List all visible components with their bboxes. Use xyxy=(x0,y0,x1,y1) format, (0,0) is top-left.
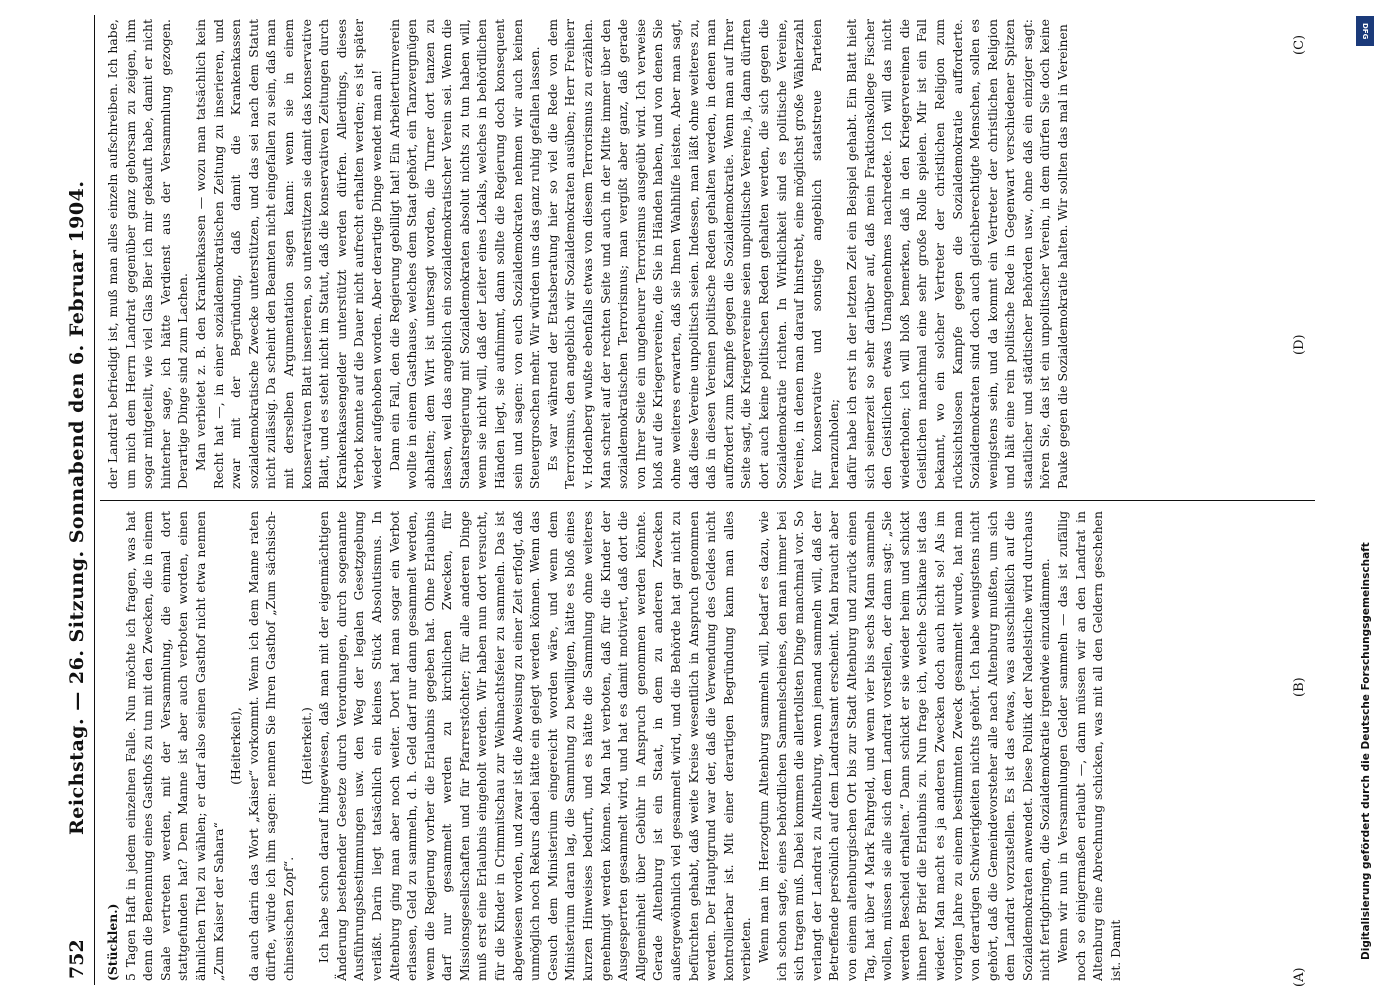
running-title: Reichstag. — 26. Sitzung. Sonnabend den 6. Februar 1904. xyxy=(66,180,88,835)
column-divider xyxy=(100,500,1315,501)
margin-marker-c: (C) xyxy=(1292,34,1307,55)
rotated-page-content xyxy=(60,15,1320,985)
left-column xyxy=(104,511,1314,981)
left-paragraph: Ich habe schon darauf hingewiesen, daß man mit der eigenmächtigen Änderung bestehender Gesetze durch Verordnungen, durch sogenannte Ausführungsbestimmungen usw. den Weg der legalen Gesetzgebung verläßt. Darin liegt tatsächlich ein kleines Stück Absolutismus. In Altenburg ging man aber noch weiter. Dort hat man sogar ein Verbot erlassen, Geld zu sammeln, d. h. Geld darf nur dann gesammelt werden, wenn die Regierung vorher die Erlaubnis gegeben hat. Ohne Erlaubnis darf nur gesammelt werden zu kirchlichen Zwecken, für Missionsgesellschaften und für Pfarrerstöchter; für alle anderen Dinge muß erst eine Erlaubnis eingeholt werden. Wir haben nun dort versucht, für die Kinder in Crimmitschau zur Weihnachtsfeier zu sammeln. Das ist abgewiesen worden, und zwar ist die Abweisung zu einer Zeit erfolgt, daß unmöglich noch Rekurs dabei hätte ein gelegt werden können. Wenn das Gesuch dem Ministerium eingereicht worden wäre, und wenn dem Ministerium daran lag, die Sammlung zu bewilligen, hätte es bloß eines kurzen Hinweises bedurft, und es hätte die Sammlung ohne weiteres genehmigt werden können. Man hat verboten, daß für die Kinder der Ausgesperrten gesammelt wird, und hat es damit motiviert, daß dort die Allgemeinheit über Gebühr in Anspruch genommen werden könnte. Gerade Altenburg ist ein Staat, in dem zu anderen Zwecken außergewöhnlich viel gesammelt wird, und die Behörde hat gar nicht zu befürchten gehabt, daß weite Kreise wesentlich in Anspruch genommen werden. Der Hauptgrund war der, daß die Verwendung des Geldes nicht kontrollierbar ist. Mit einer derartigen Begründung kann man alles verbieten. xyxy=(316,511,754,981)
left-paragraph: 5 Tagen Haft in jedem einzelnen Falle. Nun möchte ich fragen, was hat denn die Benennung eines Gasthofs zu tun mit den Zwecken, die in einem Saale vertreten werden, mit der Versammlung, die einmal dort stattgefunden hat? Dem Manne ist aber auch verboten worden, einen ähnlichen Titel zu wählen; er darf also seinen Gasthof nicht etwa nennen „Zum Kaiser der Sahara“ xyxy=(122,511,226,981)
right-paragraph: dafür habe ich erst in der letzten Zeit ein Beispiel gehabt. Ein Blatt hielt sich seinerzeit so sehr darüber auf, daß mein Fraktionskollege Fischer den Geistlichen etwas Unangenehmes nachredete. Ich will das nicht wiederholen; ich will bloß bemerken, daß in den Kriegervereinen die Geistlichen manchmal eine sehr große Rolle spielen. Mir ist ein Fall bekannt, wo ein solcher Vertreter der christlichen Religion zum rücksichtslosen Kampfe gegen die Sozialdemokratie aufforderte. Sozialdemokraten sind doch auch gleichberechtigte Menschen, sollen es wenigstens sein, und da kommt ein Vertreter der christlichen Religion und hält eine rein politische Rede in Gegenwart verschiedener Spitzen staatlicher und städtischer Behörden usw., ohne daß ein einziger sagt: hören Sie, das ist ein unpolitischer Verein, in dem dürfen Sie doch keine Pauke gegen die Sozialdemokratie halten. Wir sollten das mal in Vereinen xyxy=(843,19,1071,489)
page-number: 752 xyxy=(66,939,88,979)
right-paragraph: Dann ein Fall, den die Regierung gebilligt hat! Ein Arbeiterturnverein wollte in einem Gasthause, welches dem Staat gehört, ein Tanzvergnügen abhalten; dem Wirt ist untersagt worden, die Turner dort tanzen zu lassen, weil das angeblich ein sozialdemokratischer Verein sei. Wenn die Staatsregierung mit Sozialdemokraten absolut nichts zu tun haben will, wenn sie nicht will, daß der Leiter eines Lokals, welches in behördlichen Händen liegt, sie aufnimmt, dann sollte die Regierung doch konsequent sein und sagen: von euch Sozialdemokraten nehmen wir auch keinen Steuergroschen mehr. Wir würden uns das ganz ruhig gefallen lassen. xyxy=(386,19,543,489)
margin-marker-a: (A) xyxy=(1292,967,1307,987)
left-paragraph: (Heiterkeit), xyxy=(228,707,244,785)
right-column xyxy=(104,19,1314,489)
margin-marker-b: (B) xyxy=(1292,677,1307,697)
left-paragraph: Wenn wir nun in Versammlungen Gelder sammeln — das ist zufällig noch so einigermaßen erlaubt —, dann müssen wir an den Landrat in Altenburg eine Abrechnung schicken, was mit all den Geldern geschehen ist. Damit xyxy=(1055,511,1123,981)
right-paragraph: Es war während der Etatsberatung hier so viel die Rede von dem Terrorismus, den angeblich wir Sozialdemokraten ausüben; Herr Freiherr v. Hodenberg wußte ebenfalls etwas von diesem Terrorismus zu erzählen. Man schreit auf der rechten Seite und auch in der Mitte immer über den sozialdemokratischen Terrorismus; man vergißt aber ganz, daß gerade von Ihrer Seite ein ungeheurer Terrorismus ausgeübt wird. Ich verweise bloß auf die Kriegervereine, die Sie in Händen haben, und von denen Sie ohne weiteres erwarten, daß sie Ihnen Wahlhilfe leisten. Aber man sagt, daß diese Vereine unpolitisch seien. Indessen, man läßt ohne weiteres zu, daß in diesen Vereinen politische Reden gehalten werden, in denen man auffordert zum Kampfe gegen die Sozialdemokratie. Wenn man auf Ihrer Seite sagt, die Kriegervereine seien unpolitische Vereine, ja, dann dürften dort auch keine politischen Reden gehalten werden, die sich gegen die Sozialdemokratie richten. In Wirklichkeit sind es politische Vereine, Vereine, in denen man darauf hinstrebt, eine möglichst große Wählerzahl für konservative und sonstige angeblich staatstreue Parteien heranzuholen; xyxy=(544,19,842,489)
digitization-credit xyxy=(1352,10,1380,985)
left-paragraph: (Heiterkeit.) xyxy=(298,707,314,785)
right-paragraph: Man verbietet z. B. den Krankenkassen — wozu man tatsächlich kein Recht hat —, in einer sozialdemokratischen Zeitung zu inserieren, und zwar mit der Begründung, daß damit die Krankenkassen sozialdemokratische Zwecke unterstützen, und das sei nach dem Statut nicht zulässig. Da scheint den Beamten nicht eingefallen zu sein, daß man mit derselben Argumentation sagen kann: wenn sie in einem konservativen Blatt inserieren, so unterstützen sie damit das konservative Blatt, und es steht nicht im Statut, daß die konservativen Zeitungen durch Krankenkassengelder unterstützt werden dürfen. Allerdings, dieses Verbot konnte auf die Dauer nicht aufrecht erhalten werden; es ist später wieder aufgehoben worden. Aber derartige Dinge wendet man an! xyxy=(192,19,384,489)
page-header xyxy=(60,15,95,985)
right-paragraph: der Landrat befriedigt ist, muß man alles einzeln aufschreiben. Ich habe, um mich dem Herrn Landrat gegenüber ganz gehorsam zu zeigen, ihm sogar mitgeteilt, wie viel Glas Bier ich mir gekauft habe, damit er nicht hinterher sage, ich hätte Verdienst aus der Versammlung gezogen. Derartige Dinge sind zum Lachen. xyxy=(105,19,191,489)
dfg-logo: DFG xyxy=(1356,16,1374,46)
speaker-attribution: (Stücklen.) xyxy=(105,903,120,981)
left-paragraph: Wenn man im Herzogtum Altenburg sammeln will, bedarf es dazu, wie ich schon sagte, eines behördlichen Sammelscheines, den man immer bei sich tragen muß. Dabei kommen die allertollsten Dinge manchmal vor. So verlangt der Landrat zu Altenburg, wenn jemand sammeln will, daß der Betreffende persönlich auf dem Landratsamt erscheint. Man braucht aber von einem altenburgischen Ort bis zur Stadt Altenburg und zurück einen Tag, hat über 4 Mark Fahrgeld, und wenn vier bis sechs Mann sammeln wollen, müssen sie alle sich dem Landrat vorstellen, der dann sagt: „Sie werden Bescheid erhalten.“ Dann schickt er sie wieder heim und schickt ihnen per Brief die Erlaubnis zu. Nun frage ich, welche Schikane ist das wieder. Man macht es ja anderen Zwecken doch auch nicht so! Als im vorigen Jahre zu einem bestimmten Zweck gesammelt wurde, hat man von derartigen Schwierigkeiten nichts gehört. Ich habe wenigstens nicht gehört, daß die Gemeindevorsteher alle nach Altenburg mußten, um sich dem Landrat vorzustellen. Es ist das etwas, was ausschließlich auf die Sozialdemokraten anwendet. Diese Politik der Nadelstiche wird durchaus nicht fertigbringen, die Sozialdemokratie irgendwie einzudämmen. xyxy=(755,511,1053,981)
left-paragraph: da auch darin das Wort „Kaiser“ vorkommt. Wenn ich dem Manne raten dürfte, würde ich ihm sagen: nennen Sie Ihren Gasthof „Zum sächsisch-chinesischen Zopf“. xyxy=(245,511,296,981)
margin-marker-d: (D) xyxy=(1292,334,1307,355)
credit-text: Digitalisierung gefördert durch die Deutsche Forschungsgemeinschaft xyxy=(1360,542,1372,960)
